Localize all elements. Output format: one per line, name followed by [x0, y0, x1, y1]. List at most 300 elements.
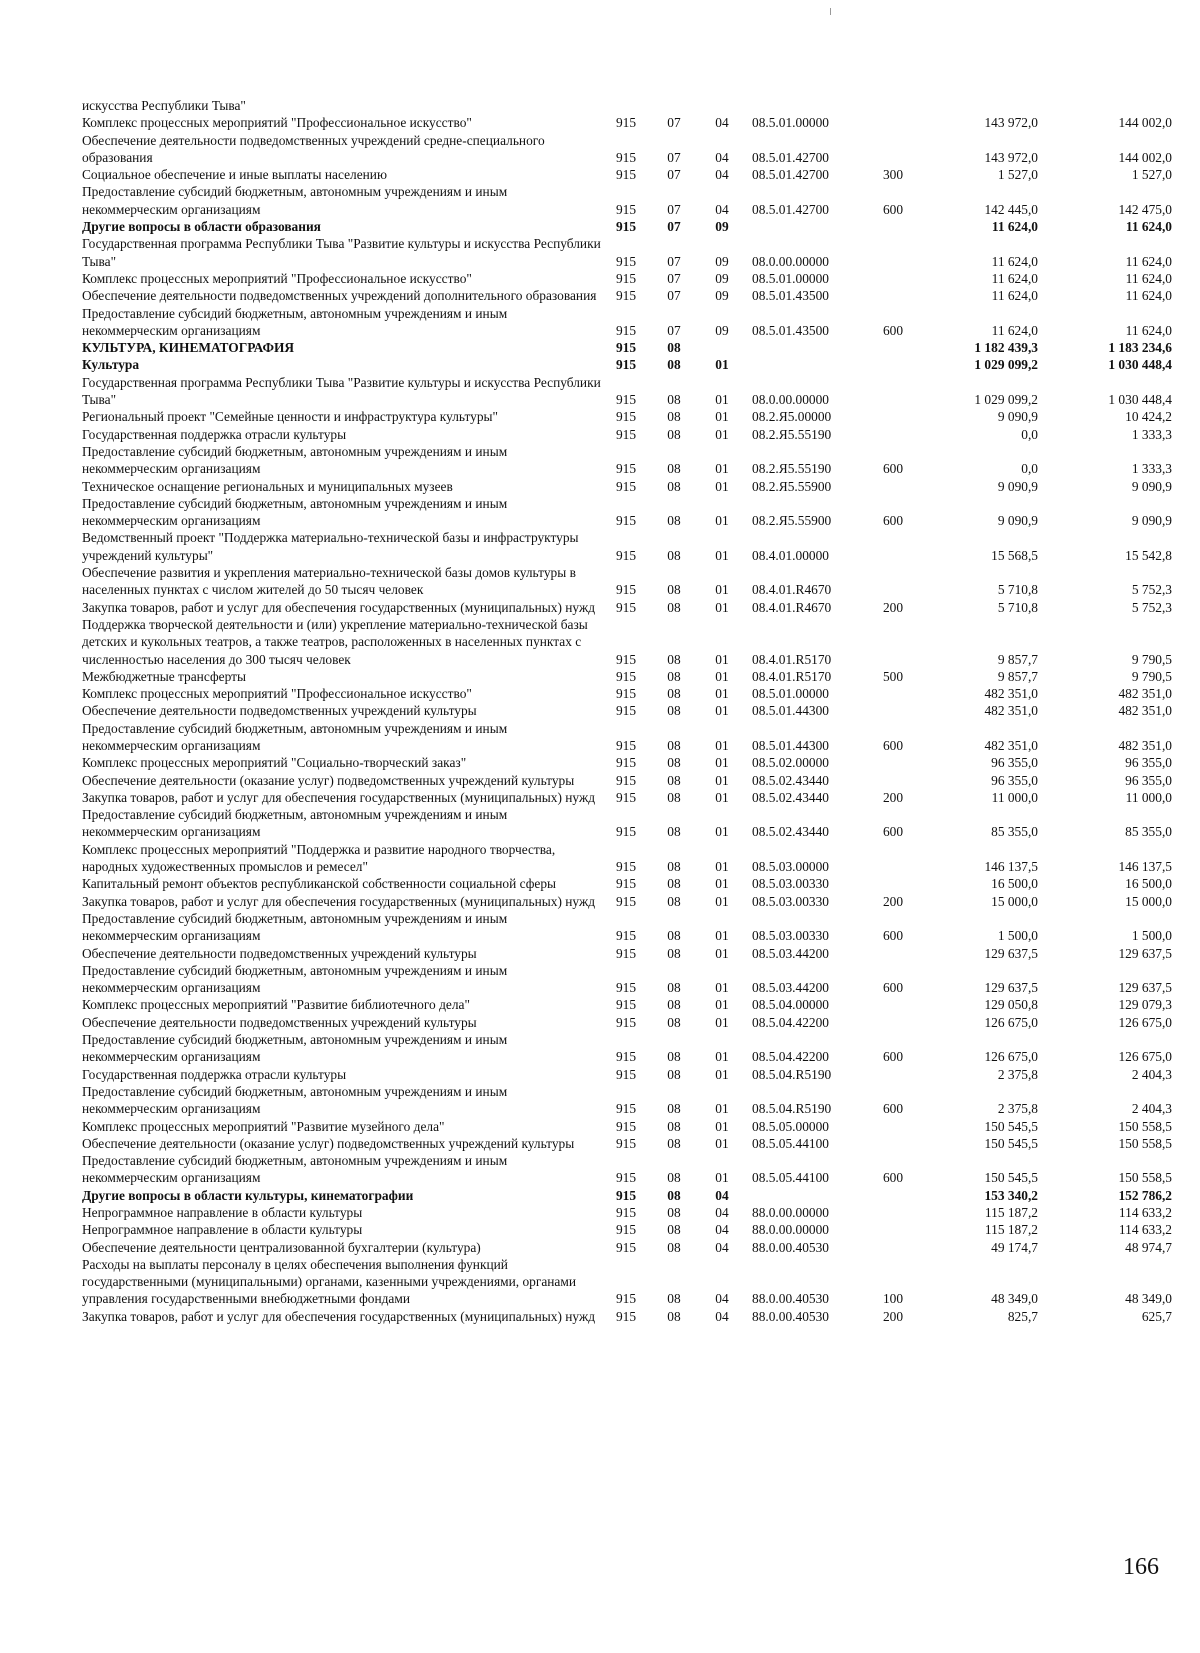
- table-row: [82, 1031, 1172, 1066]
- row-name: Государственная поддержка отрасли культуры: [82, 1066, 347, 1082]
- subsection-code: 01: [715, 1135, 729, 1151]
- row-name: Предоставление субсидий бюджетным, автономным учреждениям и иным некоммерческим организациям: [82, 962, 508, 996]
- grbs-code: 915: [615, 547, 637, 563]
- grbs-code: 915: [615, 340, 637, 356]
- amount-year-2: 9 090,9: [1131, 513, 1172, 529]
- subsection-code: 01: [715, 893, 729, 909]
- expense-type-code: 500: [882, 668, 904, 684]
- amount-year-2: 96 355,0: [1125, 772, 1172, 788]
- amount-year-1: 11 624,0: [991, 253, 1038, 269]
- section-code: 08: [667, 1014, 681, 1030]
- amount-year-2: 5 752,3: [1131, 582, 1172, 598]
- row-name: Непрограммное направление в области культуры: [82, 1222, 363, 1238]
- grbs-code: [602, 97, 650, 114]
- subsection-code: 01: [715, 997, 729, 1013]
- amount-year-1: 9 857,7: [997, 668, 1038, 684]
- table-row: [82, 702, 1172, 719]
- subsection-code: 01: [715, 703, 729, 719]
- amount-year-2: 150 558,5: [1118, 1118, 1172, 1134]
- target-article-code: 08.5.02.00000: [752, 755, 829, 771]
- target-article-code: 08.5.01.43500: [752, 288, 829, 304]
- row-name: искусства Республики Тыва": [82, 98, 246, 113]
- scan-mark: [830, 8, 831, 15]
- section-code: 08: [667, 651, 681, 667]
- target-article-code: 08.5.05.44100: [752, 1170, 829, 1186]
- row-name: Обеспечение развития и укрепления материально-технической базы домов культуры в населенных пунктах с числом жителей до 50 тысяч человек: [82, 565, 576, 598]
- grbs-code: 915: [615, 1101, 637, 1117]
- table-row: [82, 1083, 1172, 1118]
- amount-year-2: 11 624,0: [1125, 288, 1172, 304]
- section-code: 08: [667, 1187, 681, 1203]
- table-row: [82, 789, 1172, 806]
- expense-type-code: 600: [882, 824, 904, 840]
- table-row: [82, 564, 1172, 599]
- amount-year-1: 11 624,0: [991, 270, 1038, 286]
- amount-year-1: 482 351,0: [984, 737, 1038, 753]
- target-article-code: 08.5.02.43440: [752, 789, 829, 805]
- amount-year-1: 1 029 099,2: [974, 392, 1038, 408]
- table-row: [82, 599, 1172, 616]
- row-name: Закупка товаров, работ и услуг для обеспечения государственных (муниципальных) нужд: [82, 1308, 596, 1324]
- section-code: 07: [667, 149, 681, 165]
- table-row: [82, 754, 1172, 771]
- target-article-code: 08.2.Я5.55900: [752, 478, 832, 494]
- amount-year-1: 129 637,5: [984, 980, 1038, 996]
- grbs-code: 915: [615, 668, 637, 684]
- expense-type-code: 600: [882, 1101, 904, 1117]
- expense-type-code: 600: [882, 201, 904, 217]
- grbs-code: 915: [615, 1135, 637, 1151]
- section-code: 07: [667, 270, 681, 286]
- row-name: Социальное обеспечение и иные выплаты населению: [82, 167, 387, 183]
- amount-year-1: 126 675,0: [984, 1049, 1038, 1065]
- amount-year-2: 11 624,0: [1125, 322, 1172, 338]
- amount-year-1: 9 090,9: [997, 409, 1038, 425]
- amount-year-2: 1 183 234,6: [1108, 340, 1172, 356]
- section-code: 08: [667, 928, 681, 944]
- amount-year-1: 15 568,5: [991, 547, 1038, 563]
- row-name: Техническое оснащение региональных и муниципальных музеев: [82, 478, 453, 494]
- expense-type-code: [874, 132, 912, 167]
- table-row: [82, 166, 1172, 183]
- target-article-code: 08.5.01.42700: [752, 149, 829, 165]
- target-article-code: 08.5.01.42700: [752, 167, 829, 183]
- section-code: 08: [667, 755, 681, 771]
- amount-year-2: 1 030 448,4: [1108, 357, 1172, 373]
- table-row: [82, 426, 1172, 443]
- expense-type-code: [874, 945, 912, 962]
- expense-type-code: 600: [882, 928, 904, 944]
- expense-type-code: [874, 374, 912, 409]
- target-article-code: 08.5.04.42200: [752, 1049, 829, 1065]
- target-article-code: 08.5.02.43440: [752, 824, 829, 840]
- target-article-code: 08.5.03.44200: [752, 980, 829, 996]
- expense-type-code: 600: [882, 737, 904, 753]
- grbs-code: 915: [615, 392, 637, 408]
- grbs-code: 915: [615, 789, 637, 805]
- section-code: 08: [667, 824, 681, 840]
- table-row: [82, 218, 1172, 235]
- subsection-code: 01: [715, 1049, 729, 1065]
- grbs-code: 915: [615, 1118, 637, 1134]
- grbs-code: 915: [615, 876, 637, 892]
- amount-year-1: 11 624,0: [991, 288, 1038, 304]
- amount-year-1: 482 351,0: [984, 686, 1038, 702]
- section-code: 08: [667, 1291, 681, 1307]
- subsection-code: 01: [715, 789, 729, 805]
- subsection-code: 04: [715, 115, 729, 131]
- grbs-code: 915: [615, 1066, 637, 1082]
- grbs-code: 915: [615, 253, 637, 269]
- amount-year-1: 16 500,0: [991, 876, 1038, 892]
- target-article-code: 08.5.01.44300: [752, 703, 829, 719]
- grbs-code: 915: [615, 322, 637, 338]
- amount-year-1: 142 445,0: [984, 201, 1038, 217]
- subsection-code: 09: [715, 270, 729, 286]
- target-article-code: 08.4.01.00000: [752, 547, 829, 563]
- expense-type-code: 600: [882, 980, 904, 996]
- target-article-code: [746, 339, 874, 356]
- expense-type-code: [874, 1204, 912, 1221]
- target-article-code: 88.0.00.40530: [752, 1308, 829, 1324]
- section-code: 08: [667, 980, 681, 996]
- table-row: [82, 772, 1172, 789]
- section-code: 08: [667, 1049, 681, 1065]
- grbs-code: 915: [615, 409, 637, 425]
- expense-type-code: [874, 97, 912, 114]
- amount-year-2: 15 542,8: [1125, 547, 1172, 563]
- expense-type-code: [874, 408, 912, 425]
- section-code: 08: [667, 1170, 681, 1186]
- target-article-code: 08.2.Я5.55900: [752, 513, 832, 529]
- amount-year-2: 1 500,0: [1131, 928, 1172, 944]
- budget-table: [82, 97, 1172, 1325]
- amount-year-1: 9 857,7: [997, 651, 1038, 667]
- row-name: Обеспечение деятельности подведомственных учреждений средне-специального образования: [82, 132, 545, 165]
- target-article-code: 08.5.05.00000: [752, 1118, 829, 1134]
- section-code: 07: [667, 253, 681, 269]
- expense-type-code: 600: [882, 1170, 904, 1186]
- section-code: 08: [667, 340, 681, 356]
- row-name: Комплекс процессных мероприятий "Поддержка и развитие народного творчества, народных художественных промыслов и ремесел": [82, 841, 556, 875]
- amount-year-1: 1 527,0: [997, 167, 1038, 183]
- grbs-code: 915: [615, 288, 637, 304]
- expense-type-code: 600: [882, 1049, 904, 1065]
- amount-year-1: 5 710,8: [997, 599, 1038, 615]
- section-code: 08: [667, 1308, 681, 1324]
- amount-year-1: 153 340,2: [984, 1187, 1038, 1203]
- table-row: [82, 996, 1172, 1013]
- expense-type-code: 300: [882, 167, 904, 183]
- table-row: [82, 1204, 1172, 1221]
- section-code: 07: [667, 288, 681, 304]
- amount-year-1: 11 000,0: [991, 789, 1038, 805]
- amount-year-2: 150 558,5: [1118, 1135, 1172, 1151]
- expense-type-code: 200: [882, 1308, 904, 1324]
- expense-type-code: [874, 478, 912, 495]
- subsection-code: 01: [715, 1014, 729, 1030]
- subsection-code: 01: [715, 668, 729, 684]
- grbs-code: 915: [615, 357, 637, 373]
- row-name: Предоставление субсидий бюджетным, автономным учреждениям и иным некоммерческим организациям: [82, 495, 508, 529]
- subsection-code: 01: [715, 1170, 729, 1186]
- row-name: Обеспечение деятельности (оказание услуг) подведомственных учреждений культуры: [82, 772, 575, 788]
- amount-year-2: 96 355,0: [1125, 755, 1172, 771]
- expense-type-code: [874, 218, 912, 235]
- grbs-code: 915: [615, 1170, 637, 1186]
- amount-year-2: 2 404,3: [1131, 1101, 1172, 1117]
- amount-year-2: 11 624,0: [1125, 253, 1172, 269]
- expense-type-code: 200: [882, 599, 904, 615]
- expense-type-code: [874, 1239, 912, 1256]
- expense-type-code: [874, 1221, 912, 1238]
- amount-year-1: 11 624,0: [991, 219, 1038, 235]
- amount-year-2: 11 000,0: [1125, 789, 1172, 805]
- row-name: Капитальный ремонт объектов республиканской собственности социальной сферы: [82, 876, 557, 892]
- subsection-code: 04: [715, 1205, 729, 1220]
- target-article-code: 08.2.Я5.00000: [752, 409, 832, 425]
- row-name: Закупка товаров, работ и услуг для обеспечения государственных (муниципальных) нужд: [82, 789, 596, 805]
- amount-year-2: 9 790,5: [1131, 651, 1172, 667]
- row-name: Расходы на выплаты персоналу в целях обеспечения выполнения функций государственными (муниципальными) органами, казенными учреждениями, органами управления государственными внебюджетными фондами: [82, 1256, 577, 1307]
- expense-type-code: 200: [882, 789, 904, 805]
- subsection-code: 04: [715, 201, 729, 217]
- expense-type-code: [874, 841, 912, 876]
- table-row: [82, 1239, 1172, 1256]
- amount-year-1: 126 675,0: [984, 1014, 1038, 1030]
- table-row: [82, 720, 1172, 755]
- grbs-code: 915: [615, 1291, 637, 1307]
- amount-year-1: 1 182 439,3: [974, 340, 1038, 356]
- section-code: 08: [667, 703, 681, 719]
- row-name: Комплекс процессных мероприятий "Развитие музейного дела": [82, 1118, 445, 1134]
- amount-year-1: 11 624,0: [991, 322, 1038, 338]
- amount-year-1: 49 174,7: [991, 1239, 1038, 1255]
- section-code: 08: [667, 1101, 681, 1117]
- row-name: Ведомственный проект "Поддержка материально-технической базы и инфраструктуры учреждений культуры": [82, 530, 579, 563]
- table-row: [82, 841, 1172, 876]
- row-name: Обеспечение деятельности (оказание услуг) подведомственных учреждений культуры: [82, 1135, 575, 1151]
- subsection-code: 01: [715, 737, 729, 753]
- subsection-code: 01: [715, 980, 729, 996]
- target-article-code: [746, 97, 874, 114]
- row-name: Предоставление субсидий бюджетным, автономным учреждениям и иным некоммерческим организациям: [82, 443, 508, 477]
- expense-type-code: [874, 270, 912, 287]
- section-code: 08: [667, 513, 681, 529]
- amount-year-1: [912, 97, 1038, 114]
- target-article-code: 08.4.01.R5170: [752, 668, 832, 684]
- expense-type-code: [874, 339, 912, 356]
- target-article-code: 08.2.Я5.55190: [752, 426, 832, 442]
- amount-year-2: 16 500,0: [1125, 876, 1172, 892]
- amount-year-1: 15 000,0: [991, 893, 1038, 909]
- target-article-code: [746, 218, 874, 235]
- expense-type-code: [874, 1187, 912, 1204]
- section-code: 08: [667, 772, 681, 788]
- expense-type-code: [874, 287, 912, 304]
- target-article-code: 08.5.01.43500: [752, 322, 829, 338]
- page-number: 166: [1123, 1554, 1159, 1580]
- target-article-code: 08.5.04.R5190: [752, 1066, 832, 1082]
- amount-year-1: 0,0: [1021, 461, 1038, 477]
- expense-type-code: [874, 356, 912, 373]
- amount-year-1: 150 545,5: [984, 1135, 1038, 1151]
- amount-year-2: 482 351,0: [1118, 686, 1172, 702]
- target-article-code: 08.5.04.00000: [752, 997, 829, 1013]
- grbs-code: 915: [615, 115, 637, 131]
- amount-year-2: 625,7: [1141, 1308, 1172, 1324]
- amount-year-2: 114 633,2: [1118, 1205, 1172, 1220]
- amount-year-1: 143 972,0: [984, 115, 1038, 131]
- row-name: Закупка товаров, работ и услуг для обеспечения государственных (муниципальных) нужд: [82, 599, 596, 615]
- row-name: Предоставление субсидий бюджетным, автономным учреждениям и иным некоммерческим организациям: [82, 910, 508, 944]
- subsection-code: 01: [715, 824, 729, 840]
- amount-year-1: 115 187,2: [984, 1222, 1038, 1238]
- target-article-code: 88.0.00.00000: [752, 1222, 829, 1238]
- amount-year-1: 1 500,0: [997, 928, 1038, 944]
- amount-year-1: 150 545,5: [984, 1170, 1038, 1186]
- row-name: Закупка товаров, работ и услуг для обеспечения государственных (муниципальных) нужд: [82, 893, 596, 909]
- grbs-code: 915: [615, 426, 637, 442]
- target-article-code: 08.5.03.44200: [752, 945, 829, 961]
- target-article-code: 08.5.03.00330: [752, 893, 829, 909]
- grbs-code: 915: [615, 755, 637, 771]
- amount-year-2: 9 790,5: [1131, 668, 1172, 684]
- amount-year-2: 152 786,2: [1118, 1187, 1172, 1203]
- section-code: 08: [667, 893, 681, 909]
- subsection-code: 01: [715, 1101, 729, 1117]
- row-name: Непрограммное направление в области культуры: [82, 1205, 363, 1220]
- amount-year-2: 1 030 448,4: [1108, 392, 1172, 408]
- amount-year-1: 9 090,9: [997, 513, 1038, 529]
- table-row: [82, 1118, 1172, 1135]
- table-row: [82, 616, 1172, 668]
- target-article-code: 08.5.02.43440: [752, 772, 829, 788]
- table-row: [82, 356, 1172, 373]
- amount-year-1: 1 029 099,2: [974, 357, 1038, 373]
- amount-year-2: 129 637,5: [1118, 980, 1172, 996]
- expense-type-code: [874, 1066, 912, 1083]
- target-article-code: 88.0.00.00000: [752, 1205, 829, 1220]
- subsection-code: 01: [715, 357, 729, 373]
- amount-year-1: 2 375,8: [997, 1066, 1038, 1082]
- target-article-code: 08.5.04.R5190: [752, 1101, 832, 1117]
- section-code: 08: [667, 997, 681, 1013]
- subsection-code: 01: [715, 426, 729, 442]
- target-article-code: [746, 356, 874, 373]
- amount-year-2: 482 351,0: [1118, 737, 1172, 753]
- amount-year-2: [1038, 97, 1172, 114]
- subsection-code: 04: [715, 1291, 729, 1307]
- row-name: Предоставление субсидий бюджетным, автономным учреждениям и иным некоммерческим организациям: [82, 184, 508, 217]
- table-row: [82, 945, 1172, 962]
- amount-year-2: 1 333,3: [1131, 426, 1172, 442]
- table-row: [82, 910, 1172, 945]
- section-code: 08: [667, 599, 681, 615]
- amount-year-1: 96 355,0: [991, 772, 1038, 788]
- subsection-code: 01: [715, 876, 729, 892]
- row-name: Государственная программа Республики Тыва "Развитие культуры и искусства Республики Тыва": [82, 236, 601, 269]
- row-name: Комплекс процессных мероприятий "Развитие библиотечного дела": [82, 997, 470, 1013]
- amount-year-2: 150 558,5: [1118, 1170, 1172, 1186]
- grbs-code: 915: [615, 686, 637, 702]
- grbs-code: 915: [615, 461, 637, 477]
- table-row: [82, 305, 1172, 340]
- target-article-code: 08.5.05.44100: [752, 1135, 829, 1151]
- table-row: [82, 962, 1172, 997]
- grbs-code: 915: [615, 893, 637, 909]
- grbs-code: 915: [615, 1239, 637, 1255]
- expense-type-code: 100: [882, 1291, 904, 1307]
- subsection-code: 01: [715, 1118, 729, 1134]
- amount-year-2: 10 424,2: [1125, 409, 1172, 425]
- expense-type-code: 200: [882, 893, 904, 909]
- row-name: Комплекс процессных мероприятий "Профессиональное искусство": [82, 115, 472, 131]
- amount-year-2: 48 974,7: [1125, 1239, 1172, 1255]
- amount-year-1: 115 187,2: [984, 1205, 1038, 1220]
- amount-year-2: 126 675,0: [1118, 1014, 1172, 1030]
- row-name: Обеспечение деятельности подведомственных учреждений культуры: [82, 1014, 477, 1030]
- row-name: Предоставление субсидий бюджетным, автономным учреждениям и иным некоммерческим организациям: [82, 1083, 508, 1117]
- table-row: [82, 114, 1172, 131]
- amount-year-2: 15 000,0: [1125, 893, 1172, 909]
- row-name: Предоставление субсидий бюджетным, автономным учреждениям и иным некоммерческим организациям: [82, 807, 508, 840]
- target-article-code: 88.0.00.40530: [752, 1239, 829, 1255]
- expense-type-code: [874, 996, 912, 1013]
- amount-year-2: 129 079,3: [1118, 997, 1172, 1013]
- table-row: [82, 132, 1172, 167]
- subsection-code: 01: [715, 755, 729, 771]
- grbs-code: 915: [615, 945, 637, 961]
- target-article-code: 08.5.01.42700: [752, 201, 829, 217]
- table-row: [82, 529, 1172, 564]
- subsection-code: 01: [715, 772, 729, 788]
- subsection-code: 01: [715, 945, 729, 961]
- amount-year-2: 1 527,0: [1131, 167, 1172, 183]
- section-code: 08: [667, 1205, 681, 1220]
- subsection-code: 01: [715, 513, 729, 529]
- expense-type-code: [874, 875, 912, 892]
- amount-year-2: 1 333,3: [1131, 461, 1172, 477]
- table-row: [82, 1135, 1172, 1152]
- row-name: Межбюджетные трансферты: [82, 668, 246, 684]
- grbs-code: 915: [615, 703, 637, 719]
- target-article-code: 08.5.01.00000: [752, 115, 829, 131]
- grbs-code: 915: [615, 219, 637, 235]
- budget-table-body: [82, 97, 1172, 1325]
- section-code: 08: [667, 737, 681, 753]
- amount-year-1: 482 351,0: [984, 703, 1038, 719]
- target-article-code: 08.2.Я5.55190: [752, 461, 832, 477]
- grbs-code: 915: [615, 824, 637, 840]
- section-code: 08: [667, 789, 681, 805]
- table-row: [82, 1014, 1172, 1031]
- amount-year-2: 142 475,0: [1118, 201, 1172, 217]
- target-article-code: 08.0.00.00000: [752, 253, 829, 269]
- amount-year-1: 129 050,8: [984, 997, 1038, 1013]
- expense-type-code: [874, 529, 912, 564]
- amount-year-1: 825,7: [1007, 1308, 1038, 1324]
- grbs-code: 915: [615, 1187, 637, 1203]
- section-code: 08: [667, 1222, 681, 1238]
- row-name: Другие вопросы в области культуры, кинематографии: [82, 1187, 414, 1203]
- amount-year-2: 146 137,5: [1118, 859, 1172, 875]
- section-code: 08: [667, 668, 681, 684]
- amount-year-1: 85 355,0: [991, 824, 1038, 840]
- table-row: [82, 374, 1172, 409]
- table-row: [82, 478, 1172, 495]
- subsection-code: 01: [715, 582, 729, 598]
